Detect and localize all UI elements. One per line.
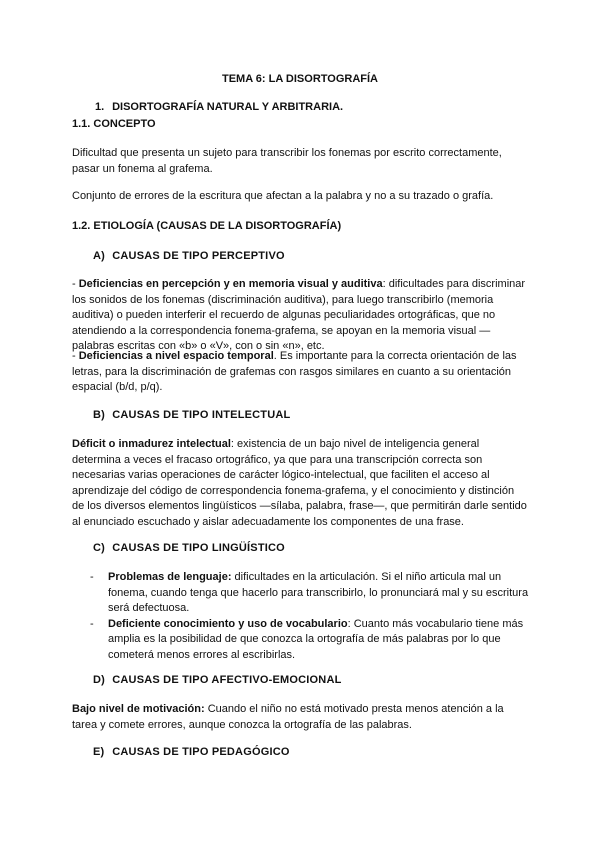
item-bold-term: Bajo nivel de motivación: xyxy=(72,703,205,715)
item-text: : existencia de un bajo nivel de inteligencia general determina a veces el fracaso ortográfico, ya que para una transcripción correcta son necesarias varias operaciones de carácter lógico-intelectual, que faciliten el acceso al aprendizaje del código de correspondencia fonema-grafema, y el conocimiento y distinción de los diversos elementos lingüísticos —sílaba, palabra, frase—, que permitirán darle sentido al enunciado escuchado y aislar adecuadamente los componentes de una frase. xyxy=(72,438,527,528)
cause-c-list xyxy=(90,570,530,663)
cause-a-item-2 xyxy=(72,349,528,396)
cause-a-label: CAUSAS DE TIPO PERCEPTIVO xyxy=(112,250,285,262)
cause-d-heading xyxy=(93,673,342,689)
etiology-heading: 1.2. ETIOLOGÍA (CAUSAS DE LA DISORTOGRAFÍA) xyxy=(72,220,342,232)
concept-heading: 1.1. CONCEPTO xyxy=(72,118,156,130)
item-text: : dificultades para discriminar los sonidos de los fonemas (discriminación auditiva), para luego transcribirlo (memoria auditiva) o pueden interferir el recuerdo de algunas peculiaridades ortográficas, que no atendiendo a la correspondencia fonema-grafema, se apoyan en la memoria visual — palabras escritas con «b» o «V», con o sin «n», etc. xyxy=(72,278,526,352)
cause-d-paragraph xyxy=(72,702,528,733)
list-dash: - xyxy=(90,571,94,583)
item-prefix: - xyxy=(72,350,79,362)
cause-e-number: E) xyxy=(93,746,105,758)
cause-e-heading xyxy=(93,745,290,761)
cause-b-paragraph xyxy=(72,437,528,530)
list-item xyxy=(90,570,530,617)
cause-d-number: D) xyxy=(93,674,106,686)
cause-c-label: CAUSAS DE TIPO LINGÜÍSTICO xyxy=(112,542,285,554)
item-text: Cuando el niño no está motivado presta menos atención a la tarea y comete errores, aunque conozca la ortografía de las palabras. xyxy=(72,703,504,731)
cause-e-label: CAUSAS DE TIPO PEDAGÓGICO xyxy=(112,746,290,758)
cause-b-heading xyxy=(93,408,290,424)
item-bold-term: Problemas de lenguaje: xyxy=(108,571,232,583)
item-bold-term: Deficiencias en percepción y en memoria visual y auditiva xyxy=(78,278,383,290)
section-1-heading xyxy=(95,100,343,116)
item-prefix: - xyxy=(72,278,79,290)
section-1-number: 1. xyxy=(95,101,105,113)
list-dash: - xyxy=(90,617,94,630)
cause-b-number: B) xyxy=(93,409,106,421)
section-1-label: DISORTOGRAFÍA NATURAL Y ARBITRARIA. xyxy=(112,101,344,113)
item-bold-term: Deficiencias a nivel espacio temporal xyxy=(78,350,274,362)
cause-d-label: CAUSAS DE TIPO AFECTIVO-EMOCIONAL xyxy=(112,674,342,686)
item-bold-term: Deficiente conocimiento y uso de vocabulario xyxy=(108,617,348,630)
cause-a-heading xyxy=(93,249,285,265)
item-text: dificultades en la articulación. Si el niño articula mal un fonema, cuando tenga que hacerlo para transcribirlo, lo pronunciará mal y su escritura será defectuosa. xyxy=(108,571,529,614)
cause-a-number: A) xyxy=(93,250,106,262)
cause-a-item-1 xyxy=(72,277,528,355)
concept-paragraph-1: Dificultad que presenta un sujeto para transcribir los fonemas por escrito correctamente, pasar un fonema al grafema. xyxy=(72,147,502,175)
cause-b-label: CAUSAS DE TIPO INTELECTUAL xyxy=(112,409,291,421)
item-bold-term: Déficit o inmadurez intelectual xyxy=(72,438,231,450)
item-text: : Cuanto más vocabulario tiene más amplia es la posibilidad de que conozca la ortografía de más palabras por lo que cometerá menos errores al escribirlas. xyxy=(108,617,524,661)
concept-paragraph-2: Conjunto de errores de la escritura que afectan a la palabra y no a su trazado o grafía. xyxy=(72,190,494,202)
item-text: . Es importante para la correcta orientación de las letras, para la discriminación de grafemas con rasgos similares en cuanto a su orientación espacial (b/d, p/q). xyxy=(72,350,517,393)
list-item xyxy=(90,617,530,664)
cause-c-heading xyxy=(93,541,285,557)
cause-c-number: C) xyxy=(93,542,106,554)
document-title: TEMA 6: LA DISORTOGRAFÍA xyxy=(221,73,379,85)
